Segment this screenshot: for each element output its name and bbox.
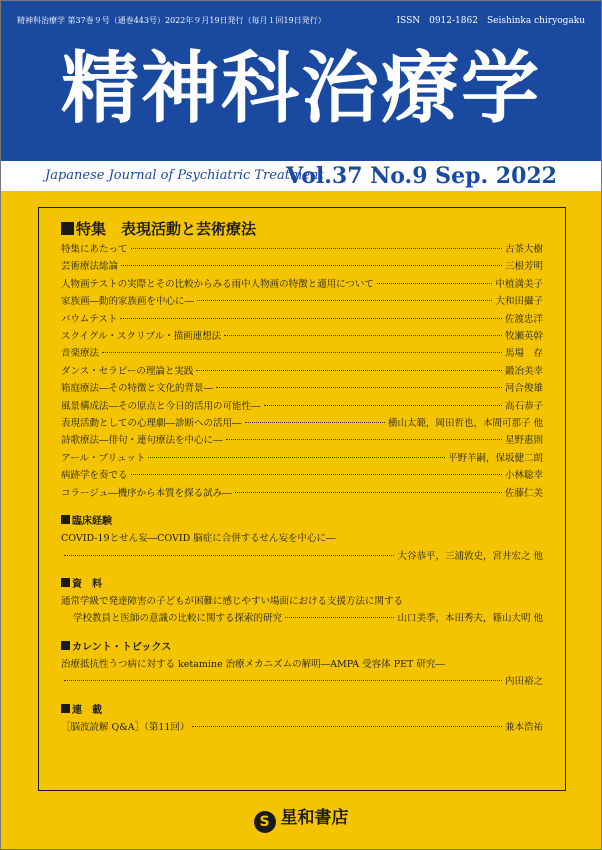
topics-title[interactable]: 治療抵抗性うつ病に対する ketamine 治療メカニズムの解明―AMPA 受容体 PET 研究―	[61, 658, 445, 670]
entry-author: 横山太範，岡田哲也，本間可那子 他	[387, 418, 543, 430]
square-bullet-icon	[61, 578, 70, 587]
leader-dots	[192, 726, 502, 727]
entry-title: 病跡学を奏でる	[61, 470, 128, 482]
entry-title: 詩歌療法―俳句・連句療法を中心に―	[61, 435, 223, 447]
toc-entry[interactable]	[61, 673, 543, 690]
feature-entry[interactable]	[61, 415, 543, 432]
clinical-title[interactable]: COVID-19とせん妄―COVID 脳症に合併するせん妄を中心に―	[61, 533, 336, 545]
entry-author: 小林聡幸	[504, 470, 543, 482]
feature-list	[61, 241, 543, 502]
leader-dots	[264, 405, 502, 406]
leader-dots	[64, 555, 394, 556]
feature-entry[interactable]	[61, 363, 543, 380]
entry-title: ［脳波読解 Q&A］（第11回）	[61, 721, 190, 733]
entry-author: 平野羊嗣，保坂健二朗	[447, 452, 543, 464]
leader-dots	[102, 352, 502, 353]
issn-info: ISSN 0912-1862 Seishinka chiryogaku	[396, 16, 585, 26]
entry-title: コラージュ―機序から本質を探る試み―	[61, 487, 232, 499]
leader-dots	[131, 248, 502, 249]
entry-title: 箱庭療法―その特徴と文化的背景―	[61, 383, 214, 395]
entry-author: 星野惠則	[504, 435, 543, 447]
leader-dots	[245, 422, 385, 423]
entry-title: ダンス・セラピーの理論と実践	[61, 365, 194, 377]
entry-author: 大谷恭平，三浦敦史，宮井宏之 他	[397, 550, 543, 562]
entry-title: 音楽療法	[61, 348, 100, 360]
entry-author: 高石恭子	[504, 400, 543, 412]
toc-entry[interactable]	[61, 548, 543, 565]
entry-title: スクイグル・スクリブル・描画連想法	[61, 331, 222, 343]
square-bullet-icon	[61, 515, 70, 524]
material-title[interactable]: 通常学級で発達障害の子どもが困難に感じやすい場面における支援方法に関する	[61, 595, 404, 607]
issue-info: 精神科治療学 第37巻９号（通巻443号）2022年９月19日発行（毎月１回19日発行）	[17, 16, 326, 25]
feature-entry[interactable]	[61, 467, 543, 484]
leader-dots	[235, 492, 502, 493]
header-band	[1, 1, 601, 161]
entry-author: 内田裕之	[504, 676, 543, 688]
entry-author: 古茶大樹	[504, 244, 543, 255]
leader-dots	[121, 265, 502, 266]
entry-title: 家族画―動的家族画を中心に―	[61, 296, 195, 308]
feature-entry[interactable]	[61, 258, 543, 275]
entry-author: 牧瀬英幹	[504, 331, 543, 343]
publisher-logo	[1, 803, 601, 833]
feature-entry[interactable]	[61, 345, 543, 362]
leader-dots	[196, 370, 502, 371]
entry-title: 学校教員と医師の意識の比較に関する探索的研究	[73, 613, 283, 625]
feature-entry[interactable]	[61, 450, 543, 467]
leader-dots	[120, 318, 502, 319]
entry-author: 山口美季，本田秀夫，篠山大明 他	[397, 613, 543, 625]
meta-line	[17, 14, 585, 28]
entry-title: 表現活動としての心理劇―診断への活用―	[61, 418, 242, 430]
material-heading: 資 料	[61, 577, 543, 593]
entry-title: バウムテスト	[61, 313, 118, 325]
toc-entry[interactable]	[61, 610, 543, 627]
entry-title: 芸術療法総論	[61, 261, 119, 273]
entry-author: 佐藤仁美	[504, 487, 543, 499]
entry-author: 大和田攝子	[495, 296, 543, 308]
square-bullet-icon	[61, 641, 70, 650]
volume-info: Vol.37 No.9 Sep. 2022	[286, 163, 557, 189]
leader-dots	[148, 457, 445, 458]
entry-author: 中植満美子	[495, 278, 543, 290]
serial-heading: 連 載	[61, 703, 543, 719]
subtitle-band	[1, 161, 601, 191]
feature-entry[interactable]	[61, 311, 543, 328]
square-bullet-icon	[61, 222, 74, 235]
leader-dots	[377, 283, 493, 284]
topics-heading: カレント・トピックス	[61, 640, 543, 656]
feature-entry[interactable]	[61, 485, 543, 502]
leader-dots	[226, 439, 502, 440]
journal-title: 精神科治療学	[60, 44, 541, 134]
publisher-mark-icon: S	[254, 811, 276, 833]
feature-entry[interactable]	[61, 432, 543, 449]
entry-title: 特集にあたって	[61, 244, 128, 255]
leader-dots	[131, 474, 502, 475]
feature-entry[interactable]	[61, 328, 543, 345]
feature-entry[interactable]	[61, 293, 543, 310]
entry-author: 兼本浩祐	[504, 721, 543, 733]
leader-dots	[285, 617, 394, 618]
entry-title: 人物画テストの実際とその比較からみる雨中人物画の特徴と適用について	[61, 278, 374, 290]
entry-title: アール・ブリュット	[61, 452, 146, 464]
journal-english-title: Japanese Journal of Psychiatric Treatment	[45, 168, 324, 183]
clinical-heading: 臨床経験	[61, 514, 543, 530]
leader-dots	[64, 680, 502, 681]
leader-dots	[197, 300, 492, 301]
leader-dots	[216, 387, 502, 388]
feature-entry[interactable]	[61, 276, 543, 293]
entry-author: 河合俊雄	[504, 383, 543, 395]
feature-entry[interactable]	[61, 380, 543, 397]
publisher-name: 星和書店	[280, 808, 349, 828]
table-of-contents	[38, 207, 566, 791]
leader-dots	[224, 335, 502, 336]
entry-author: 佐渡忠洋	[504, 313, 543, 325]
feature-heading: 特集 表現活動と芸術療法	[61, 218, 543, 240]
feature-entry[interactable]	[61, 241, 543, 258]
toc-entry[interactable]	[61, 719, 543, 736]
entry-title: 風景構成法―その原点と今日的活用の可能性―	[61, 400, 261, 412]
feature-entry[interactable]	[61, 398, 543, 415]
entry-author: 馬場 存	[504, 348, 543, 360]
entry-author: 三根芳明	[504, 261, 543, 273]
entry-author: 鍛冶美幸	[504, 365, 543, 377]
square-bullet-icon	[61, 704, 70, 713]
